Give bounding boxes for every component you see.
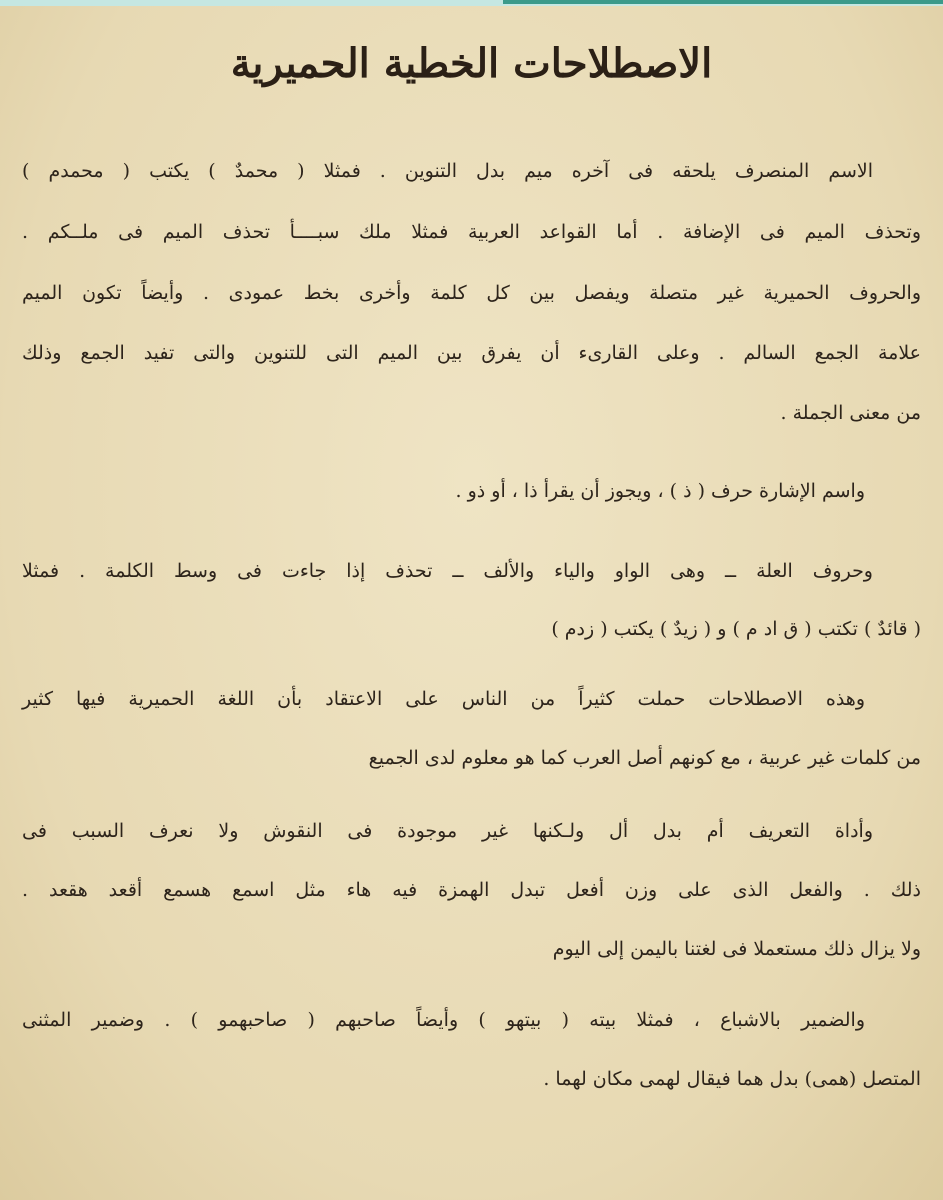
text-line: والحروف الحميرية غير متصلة ويفصل بين كل كلمة وأخرى بخط عمودى . وأيضاً تكون الميم: [22, 282, 921, 304]
text-line: وحروف العلة ــ وهى الواو والياء والألف ــ تحذف إذا جاءت فى وسط الكلمة . فمثلا: [22, 560, 873, 582]
text-line: المتصل (همى) بدل هما فيقال لهمى مكان لهما .: [543, 1068, 921, 1090]
text-line: علامة الجمع السالم . وعلى القارىء أن يفرق بين الميم التى للتنوين والتى تفيد الجمع وذلك: [22, 342, 921, 364]
top-accent-bar: [503, 0, 943, 4]
text-line: والضمير بالاشباع ، فمثلا بيته ( بيتهو ) وأيضاً صاحبهم ( صاحبهمو ) . وضمير المثنى: [22, 1009, 865, 1031]
text-line: ولا يزال ذلك مستعملا فى لغتنا باليمن إلى اليوم: [552, 938, 921, 960]
text-line: وهذه الاصطلاحات حملت كثيراً من الناس على الاعتقاد بأن اللغة الحميرية فيها كثير: [22, 688, 865, 710]
text-line: من معنى الجملة .: [780, 402, 921, 424]
text-line: الاسم المنصرف يلحقه فى آخره ميم بدل التنوين . فمثلا ( محمدٌ ) يكتب ( محمدم ): [22, 160, 873, 182]
page-title: الاصطلاحات الخطية الحميرية: [230, 40, 713, 87]
document-page: [0, 6, 943, 1200]
text-line: من كلمات غير عربية ، مع كونهم أصل العرب كما هو معلوم لدى الجميع: [368, 747, 921, 769]
text-line: واسم الإشارة حرف ( ذ ) ، ويجوز أن يقرأ ذا ، أو ذو .: [455, 480, 865, 502]
text-line: ( قائدٌ ) تكتب ( ق اد م ) و ( زيدٌ ) يكتب ( زدم ): [551, 618, 921, 640]
text-line: ذلك . والفعل الذى على وزن أفعل تبدل الهمزة فيه هاء مثل اسمع هسمع أقعد هقعد .: [22, 879, 921, 901]
text-line: وتحذف الميم فى الإضافة . أما القواعد العربية فمثلا ملك سبــــأ تحذف الميم فى ملــكم .: [22, 221, 921, 243]
text-line: وأداة التعريف أم بدل أل ولـكنها غير موجودة فى النقوش ولا نعرف السبب فى: [22, 820, 873, 842]
